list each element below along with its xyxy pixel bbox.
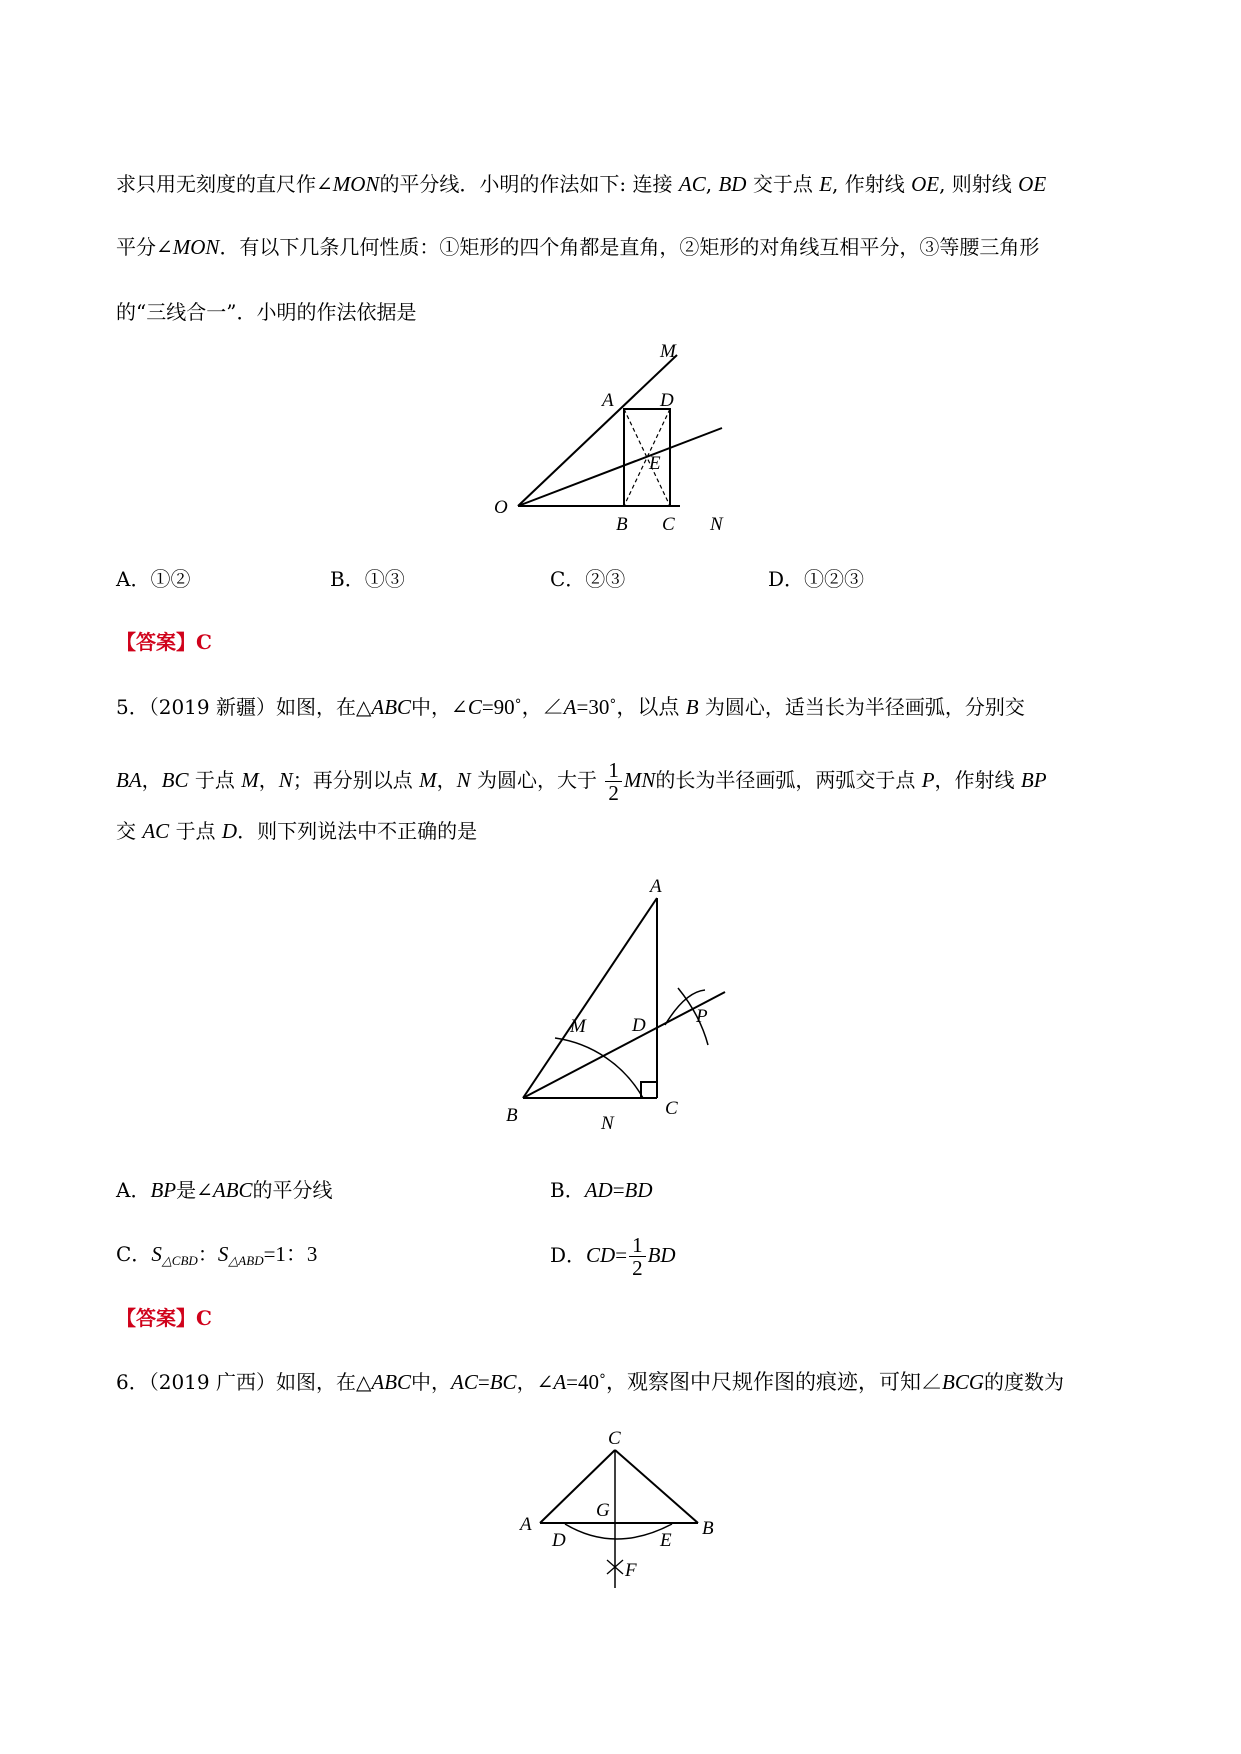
option-b[interactable] (550, 1176, 653, 1204)
subscript-abd: △ABD (228, 1253, 264, 1268)
text: , 作射线 (832, 172, 905, 196)
text: = (615, 1243, 628, 1267)
math-bc: BC (161, 768, 189, 792)
text: 是∠ (176, 1178, 213, 1202)
label-d: D (552, 1530, 566, 1551)
option-c[interactable] (116, 1240, 317, 1275)
math-bd: BD (718, 172, 747, 196)
text: = (612, 1178, 625, 1202)
answer-value: C (196, 1306, 212, 1330)
label-m: M (570, 1016, 586, 1037)
text: 平分∠ (116, 235, 173, 259)
label-d: D (660, 390, 674, 411)
label-n: N (601, 1113, 614, 1134)
fraction-half (629, 1234, 646, 1279)
option-label: B． (550, 1178, 585, 1202)
figure-rectangle-angle-bisector (490, 340, 750, 535)
label-o: O (494, 497, 508, 518)
label-d: D (632, 1015, 646, 1036)
label-b: B (506, 1105, 518, 1126)
math-bd: BD (624, 1178, 653, 1202)
ray-bp (523, 992, 725, 1098)
text: ；再分别以点 (292, 768, 413, 792)
text: ，作射线 (934, 768, 1015, 792)
label-a: A (602, 390, 614, 411)
right-angle-mark (641, 1082, 657, 1098)
math-a: A (563, 695, 577, 719)
math-ac: AC (142, 819, 170, 843)
arc-de (565, 1524, 672, 1539)
text: ，∠ (516, 1370, 554, 1394)
math-bc: BC (489, 1370, 517, 1394)
figure-right-triangle-bisector (500, 870, 740, 1150)
text: =1：3 (263, 1242, 318, 1266)
numerator: 1 (605, 759, 622, 782)
math-p: P (921, 768, 935, 792)
label-c: C (665, 1098, 678, 1119)
option-a[interactable] (116, 1176, 333, 1204)
math-n: N (278, 768, 293, 792)
text: 求只用无刻度的直尺作∠ (116, 172, 333, 196)
math-abc: ABC (371, 1370, 412, 1394)
math-m: M (241, 768, 259, 792)
arc-mn (555, 1038, 643, 1098)
math-mon: MON (332, 172, 380, 196)
label-a: A (520, 1514, 532, 1535)
text: =40˚，观察图中尺规作图的痕迹，可知∠ (566, 1370, 943, 1394)
math-mn: MN (623, 768, 656, 792)
math-n: N (456, 768, 471, 792)
option-label: C． (116, 1242, 152, 1266)
q5-line-3 (116, 817, 477, 845)
math-cd: CD (586, 1243, 616, 1267)
label-e: E (649, 453, 661, 474)
option-label: D． (550, 1243, 587, 1267)
intro-line-2 (116, 233, 1039, 261)
label-f: F (625, 1560, 637, 1581)
math-a: A (553, 1370, 567, 1394)
math-abc: ABC (212, 1178, 253, 1202)
math-abc: ABC (371, 695, 412, 719)
text: 于点 (175, 819, 216, 843)
denominator: 2 (632, 1256, 643, 1280)
side-ba (523, 898, 657, 1098)
numerator: 1 (629, 1234, 646, 1257)
text: ， (141, 768, 162, 792)
math-bp: BP (1020, 768, 1047, 792)
option-b[interactable]: B．①③ (330, 567, 405, 591)
option-c[interactable]: C．②③ (550, 567, 626, 591)
math-bd: BD (647, 1243, 676, 1267)
text: ， (436, 768, 457, 792)
text: 的长为半径画弧，两弧交于点 (655, 768, 916, 792)
label-c: C (608, 1428, 621, 1449)
label-b: B (616, 514, 628, 535)
option-d[interactable] (550, 1226, 676, 1284)
q6-line-1 (116, 1368, 1064, 1396)
fraction-half (605, 759, 622, 804)
text: 为圆心，大于 (476, 768, 597, 792)
answer-value: C (196, 630, 212, 654)
text: 中， (411, 1370, 452, 1394)
math-m: M (419, 768, 437, 792)
text: 于点 (194, 768, 235, 792)
label-e: E (660, 1530, 672, 1551)
text: =90˚，∠ (481, 695, 564, 719)
math-ad: AD (584, 1178, 613, 1202)
math-b: B (685, 695, 699, 719)
text: 的平分线 (252, 1178, 333, 1202)
text: 6．（2019 广西）如图，在△ (116, 1370, 372, 1394)
label-a: A (650, 876, 662, 897)
math-c: C (467, 695, 482, 719)
option-d[interactable]: D．①②③ (768, 567, 865, 591)
q5-line-2 (116, 750, 1047, 810)
math-bcg: BCG (942, 1370, 985, 1394)
math-mon: MON (172, 235, 220, 259)
answer-q4 (116, 628, 212, 656)
text: ： (197, 1242, 218, 1266)
answer-label: 【答案】 (116, 630, 196, 654)
text: ．则下列说法中不正确的是 (237, 819, 478, 843)
text: 交 (116, 819, 136, 843)
math-e: E (819, 172, 833, 196)
intro-line-1 (116, 170, 1046, 198)
ray-oe (518, 428, 722, 506)
intro-line-3: 的“三线合一”．小明的作法依据是 (116, 300, 417, 324)
label-g: G (596, 1500, 610, 1521)
text: ， (258, 768, 279, 792)
math-s: S (217, 1242, 229, 1266)
q5-line-1 (116, 693, 1025, 721)
answer-q5 (116, 1304, 212, 1332)
text: = (477, 1370, 490, 1394)
math-oe: OE (911, 172, 940, 196)
text: ．有以下几条几何性质：①矩形的四个角都是直角，②矩形的对角线互相平分，③等腰三角形 (219, 235, 1040, 259)
ray-om (518, 355, 677, 506)
text: , (705, 172, 719, 196)
math-ba: BA (116, 768, 142, 792)
text: 的度数为 (984, 1370, 1065, 1394)
figure-isosceles-triangle-construction (500, 1420, 740, 1600)
text: 交于点 (752, 172, 813, 196)
math-oe: OE (1018, 172, 1047, 196)
label-c: C (662, 514, 675, 535)
math-d: D (221, 819, 238, 843)
text: 中，∠ (411, 695, 468, 719)
subscript-cbd: △CBD (161, 1253, 198, 1268)
text: 为圆心，适当长为半径画弧，分别交 (704, 695, 1025, 719)
math-s: S (151, 1242, 162, 1266)
label-b: B (702, 1518, 714, 1539)
option-label: A． (116, 1178, 151, 1202)
text: =30˚，以点 (576, 695, 680, 719)
label-n: N (710, 514, 723, 535)
math-bp: BP (150, 1178, 177, 1202)
text: 的平分线．小明的作法如下: 连接 (379, 172, 673, 196)
label-p: P (696, 1006, 708, 1027)
math-ac: AC (678, 172, 706, 196)
math-ac: AC (451, 1370, 478, 1394)
text: , 则射线 (939, 172, 1012, 196)
option-a[interactable]: A．①② (116, 567, 191, 591)
side-bc (615, 1450, 698, 1523)
label-m: M (660, 341, 676, 362)
text: 5．（2019 新疆）如图，在△ (116, 695, 372, 719)
denominator: 2 (608, 781, 619, 805)
answer-label: 【答案】 (116, 1306, 196, 1330)
